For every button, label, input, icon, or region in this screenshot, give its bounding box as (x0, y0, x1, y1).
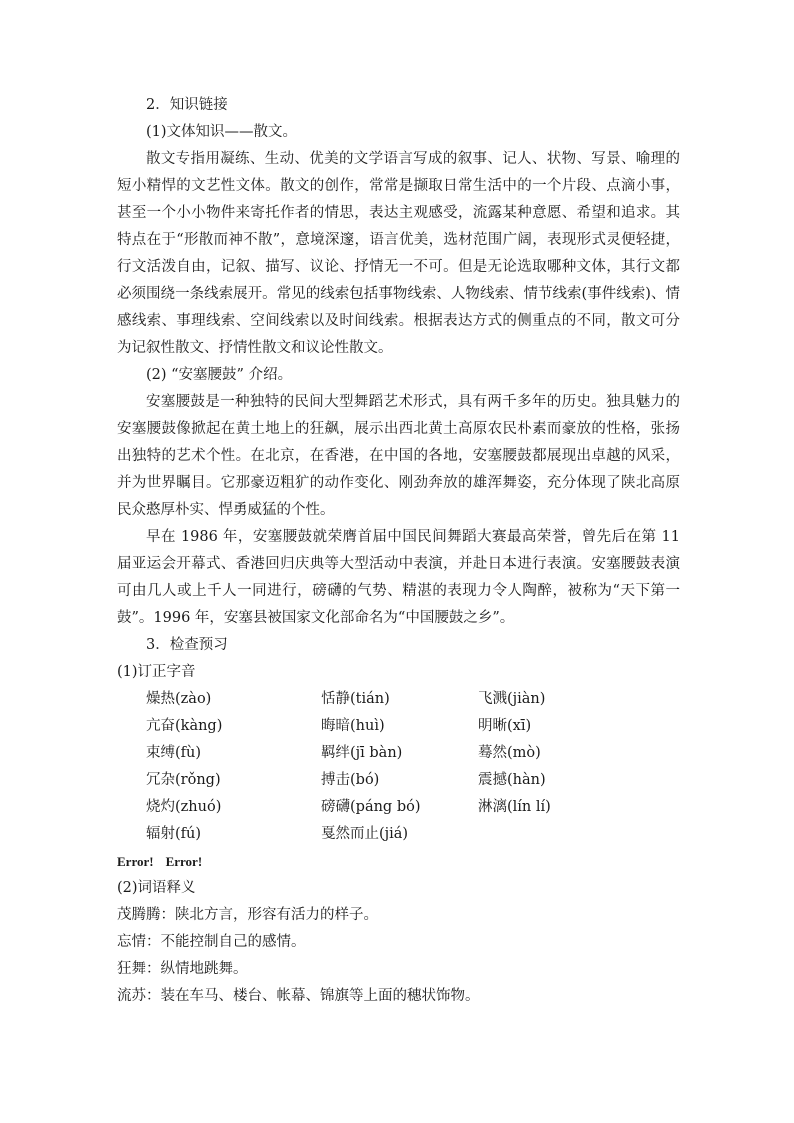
pronunciation-row (117, 740, 680, 767)
pronunciation-item: 恬静(tián) (321, 691, 390, 707)
subheading-prose-knowledge: (1)文体知识——散文。 (146, 124, 298, 140)
section-heading-knowledge: 2．知识链接 (146, 97, 228, 113)
document-page (117, 92, 680, 1010)
pronunciation-item: 震撼(hàn) (478, 772, 546, 788)
definition-item: 茂腾腾：陕北方言，形容有活力的样子。 (117, 907, 378, 923)
pronunciation-item: 烧灼(zhuó) (146, 799, 222, 815)
pronunciation-item: 蓦然(mò) (478, 745, 541, 761)
pronunciation-item: 束缚(fù) (146, 745, 202, 761)
pronunciation-item: 磅礴(páng bó) (321, 799, 421, 815)
pronunciation-item: 搏击(bó) (321, 772, 380, 788)
pronunciation-item: 冗杂(rǒng) (146, 772, 221, 788)
paragraph-ansai-history: 早在 1986 年，安塞腰鼓就荣膺首届中国民间舞蹈大赛最高荣誉，曾先后在第 11 届亚运会开幕式、香港回归庆典等大型活动中表演，并赴日本进行表演。安塞腰鼓表演可由几人或上千人一同进行，磅礴的气势、精湛的表现力令人陶醉，被称为“天下第一鼓”。1996 年，安塞县被国家文化部命名为“中国腰鼓之乡”。 (117, 529, 680, 626)
pronunciation-item: 晦暗(huì) (321, 718, 385, 734)
pronunciation-item: 戛然而止(jiá) (321, 826, 409, 842)
pronunciation-item: 飞溅(jiàn) (478, 691, 546, 707)
error-marker: Error! (117, 854, 154, 869)
subheading-ansai-drum: (2) “安塞腰鼓” 介绍。 (146, 367, 293, 383)
error-marker: Error! (165, 854, 203, 869)
pronunciation-item: 羁绊(jī bàn) (321, 745, 403, 761)
pronunciation-item: 燥热(zào) (146, 691, 212, 707)
pronunciation-item: 明晰(xī) (478, 718, 532, 734)
definition-item: 狂舞：纵情地跳舞。 (117, 961, 248, 977)
paragraph-ansai-intro: 安塞腰鼓是一种独特的民间大型舞蹈艺术形式，具有两千多年的历史。独具魅力的安塞腰鼓像掀起在黄土地上的狂飙，展示出西北黄土高原农民朴素而豪放的性格，张扬出独特的艺术个性。在北京，在香港，在中国的各地，安塞腰鼓都展现出卓越的风采，并为世界瞩目。它那豪迈粗犷的动作变化、刚劲奔放的雄浑舞姿，充分体现了陕北高原民众憨厚朴实、悍勇威猛的个性。 (117, 394, 680, 518)
definition-item: 忘情：不能控制自己的感情。 (117, 934, 306, 950)
definition-item: 流苏：装在车马、楼台、帐幕、锦旗等上面的穗状饰物。 (117, 988, 480, 1004)
pronunciation-row (117, 713, 680, 740)
error-markers (117, 848, 680, 875)
pronunciation-row (117, 821, 680, 848)
section-heading-preview: 3．检查预习 (146, 637, 228, 653)
pronunciation-item: 辐射(fú) (146, 826, 202, 842)
pronunciation-item: 亢奋(kàng) (146, 718, 223, 734)
pronunciation-row (117, 794, 680, 821)
subheading-pronunciation: (1)订正字音 (117, 664, 196, 680)
paragraph-prose-definition: 散文专指用凝练、生动、优美的文学语言写成的叙事、记人、状物、写景、喻理的短小精悍的文艺性文体。散文的创作，常常是撷取日常生活中的一个片段、点滴小事，甚至一个小小物件来寄托作者的情思，表达主观感受，流露某种意愿、希望和追求。其特点在于“形散而神不散”，意境深邃，语言优美，选材范围广阔，表现形式灵便轻捷，行文活泼自由，记叙、描写、议论、抒情无一不可。但是无论选取哪种文体，其行文都必须围绕一条线索展开。常见的线索包括事物线索、人物线索、情节线索(事件线索)、情感线索、事理线索、空间线索以及时间线索。根据表达方式的侧重点的不同，散文可分为记叙性散文、抒情性散文和议论性散文。 (117, 151, 680, 356)
pronunciation-row (117, 686, 680, 713)
pronunciation-row (117, 767, 680, 794)
pronunciation-item: 淋漓(lín lí) (478, 799, 551, 815)
subheading-word-definitions: (2)词语释义 (117, 880, 196, 896)
